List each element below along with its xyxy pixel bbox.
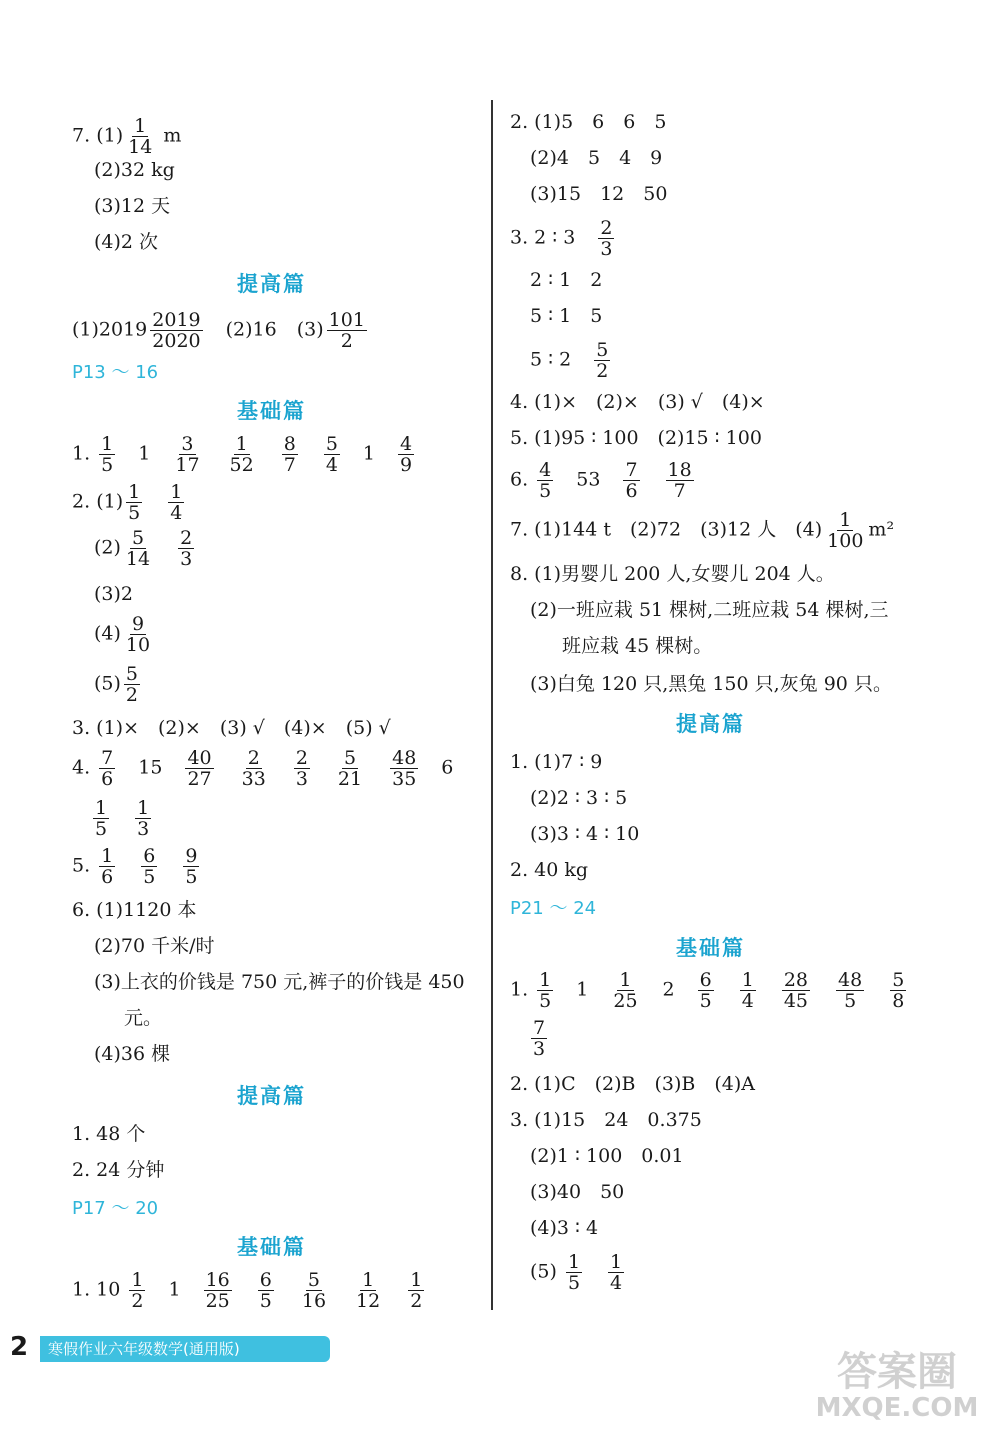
basic1-q6-part3: (3)上衣的价钱是 750 元,裤子的价钱是 450: [94, 971, 465, 993]
basic1-q2-part4: (4) $\frac{9}{10}$: [94, 613, 151, 656]
book-title: 寒假作业六年级数学(通用版): [40, 1336, 330, 1362]
basic1-q2-part3: (3)2: [94, 583, 134, 605]
basic2-q1: [72, 1270, 427, 1311]
r-q8-part2-cont: 班应栽 45 棵树。: [562, 635, 713, 657]
basic1-q4: [72, 748, 453, 789]
basic1-q4-cont: [90, 798, 154, 839]
basic1-q5: [72, 846, 202, 887]
fraction: $\frac{3}{17}$: [175, 433, 200, 476]
r-basic-q3-part5: [530, 1252, 627, 1293]
r-q3-row2: 2 ∶ 1 2: [530, 269, 603, 291]
fraction: $\frac{5}{14}$: [125, 527, 151, 570]
basic1-q6-part4: (4)36 棵: [94, 1043, 171, 1065]
answer-value: 1: [362, 442, 376, 465]
basic1-q6-part3-cont: 元。: [124, 1007, 163, 1029]
r-q2-part2: (2)4 5 4 9: [530, 147, 663, 169]
r-q3-row3: 5 ∶ 1 5: [530, 305, 603, 327]
fraction: $\frac{1}{5}$: [567, 1251, 581, 1294]
fraction: $\frac{6}{5}$: [143, 845, 156, 888]
basic1-q3: 3. (1)× (2)× (3) √ (4)× (5) √: [72, 717, 391, 739]
r-q8-part3: (3)白兔 120 只,黑兔 150 只,灰兔 90 只。: [530, 673, 892, 695]
fraction: $\frac{1}{4}$: [610, 1251, 623, 1294]
q7-part2: (2)32 kg: [94, 159, 175, 181]
answer-value: 53: [576, 468, 601, 491]
r-basic-q3-part4: (4)3 ∶ 4: [530, 1217, 599, 1239]
fraction: $\frac{4}{9}$: [400, 433, 413, 476]
fraction: $\frac{1}{100}$: [827, 509, 864, 552]
fraction: $\frac{5}{4}$: [325, 433, 338, 476]
question-label: 4.: [72, 756, 97, 779]
r-basic-q3-part3: (3)40 50: [530, 1181, 625, 1203]
r-basic-q3-part2: (2)1 ∶ 100 0.01: [530, 1145, 684, 1167]
fraction: $\frac{9}{10}$: [125, 613, 151, 656]
fraction: $\frac{1}{5}$: [95, 797, 108, 840]
answer-value: 6: [441, 756, 454, 779]
fraction: $\frac{7}{6}$: [101, 747, 114, 790]
question-label: 5.: [72, 854, 97, 877]
fraction: $\frac{28}{45}$: [783, 969, 809, 1012]
question-label: 6.: [510, 468, 535, 491]
advanced2-q1: 1. 48 个: [72, 1123, 146, 1145]
r-adv-part1: 1. (1)7 ∶ 9: [510, 751, 603, 773]
column-divider: [491, 100, 493, 1310]
fraction: $\frac{1}{2}$: [131, 1269, 144, 1312]
r-basic-q1: [510, 970, 909, 1011]
section-title-basic: 基础篇: [237, 399, 306, 423]
r-adv-part2: (2)2 ∶ 3 ∶ 5: [530, 787, 628, 809]
q7-part4: (4)2 次: [94, 231, 159, 253]
fraction: $\frac{1}{5}$: [539, 969, 552, 1012]
answer-value: 2: [662, 978, 675, 1001]
r-q2-part1: 2. (1)5 6 6 5: [510, 111, 667, 133]
fraction: $\frac{101}{2}$: [328, 309, 365, 352]
page-range: P21 ～ 24: [510, 898, 597, 919]
q7-part3: (3)12 天: [94, 195, 171, 217]
fraction: $\frac{6}{5}$: [699, 969, 712, 1012]
fraction: $\frac{7}{6}$: [625, 459, 638, 502]
fraction: $\frac{1}{4}$: [170, 481, 183, 524]
basic1-q2-part1: 2. (1) $\frac{1}{5}$ $\frac{1}{4}$: [72, 481, 183, 524]
answer-value: 1: [138, 442, 151, 465]
fraction: $\frac{4}{5}$: [539, 459, 552, 502]
fraction: $\frac{1}{4}$: [741, 969, 754, 1012]
r-q7: 7. (1)144 t (2)72 (3)12 人 (4) $\frac{1}{100}$ m²: [510, 509, 895, 552]
fraction: $\frac{5}{16}$: [301, 1269, 327, 1312]
r-basic-q3-part1: 3. (1)15 24 0.375: [510, 1109, 702, 1131]
r-q8-part2: (2)一班应栽 51 棵树,二班应栽 54 棵树,三: [530, 599, 889, 621]
fraction: $\frac{48}{35}$: [392, 747, 417, 790]
page-number: 2: [10, 1332, 29, 1362]
page-range: P17 ～ 20: [72, 1198, 159, 1219]
page-range: P13 ～ 16: [72, 362, 159, 383]
fraction: $\frac{1}{6}$: [101, 845, 114, 888]
answer-value: 1: [168, 1278, 181, 1301]
r-q5: 5. (1)95 ∶ 100 (2)15 ∶ 100: [510, 427, 762, 449]
fraction: $\frac{8}{7}$: [283, 433, 296, 476]
section-title-advanced: 提高篇: [237, 272, 306, 296]
fraction: $\frac{1}{2}$: [410, 1269, 423, 1312]
r-q3-row4: 5 ∶ 2 $\frac{5}{2}$: [530, 339, 609, 382]
fraction: $\frac{5}{2}$: [596, 339, 609, 382]
fraction: $\frac{40}{27}$: [187, 747, 212, 790]
r-q6: [510, 460, 697, 501]
fraction: $\frac{18}{7}$: [667, 459, 692, 502]
fraction: $\frac{2}{33}$: [241, 747, 266, 790]
r-q2-part3: (3)15 12 50: [530, 183, 668, 205]
q7-part1: 7. (1) $\frac{1}{14}$ m: [72, 115, 182, 158]
r-adv-part3: (3)3 ∶ 4 ∶ 10: [530, 823, 640, 845]
fraction: $\frac{1}{5}$: [101, 433, 114, 476]
r-basic-q2: 2. (1)C (2)B (3)B (4)A: [510, 1073, 756, 1095]
section-title-advanced: 提高篇: [237, 1084, 306, 1108]
fraction: $\frac{5}{2}$: [125, 663, 139, 706]
question-label: (5): [530, 1260, 563, 1283]
advanced2-q2: 2. 24 分钟: [72, 1159, 165, 1181]
question-label: 1. 10: [72, 1278, 127, 1301]
basic1-q2-part5: (5) $\frac{5}{2}$: [94, 663, 139, 706]
basic1-q6-part1: 6. (1)1120 本: [72, 899, 197, 921]
r-q4: 4. (1)× (2)× (3) √ (4)×: [510, 391, 765, 413]
section-title-advanced: 提高篇: [676, 712, 745, 736]
fraction: $\frac{2}{3}$: [180, 527, 193, 570]
advanced1-answers: (1)2019 $\frac{2019}{2020}$ (2)16 (3) $\frac{101}{2}$: [72, 309, 365, 352]
fraction: $\frac{16}{25}$: [205, 1269, 230, 1312]
fraction: $\frac{7}{3}$: [533, 1017, 546, 1060]
section-title-basic: 基础篇: [237, 1235, 306, 1259]
question-label: 1.: [72, 442, 97, 465]
basic1-q6-part2: (2)70 千米/时: [94, 935, 215, 957]
fraction: $\frac{5}{8}$: [892, 969, 905, 1012]
fraction: $\frac{48}{5}$: [838, 969, 863, 1012]
fraction: $\frac{9}{5}$: [185, 845, 198, 888]
fraction: $\frac{2019}{2020}$: [152, 309, 201, 352]
fraction: $\frac{5}{21}$: [337, 747, 363, 790]
r-q3-row1: 3. 2 ∶ 3 $\frac{2}{3}$: [510, 217, 613, 260]
fraction: $\frac{1}{52}$: [229, 433, 254, 476]
fraction: $\frac{1}{14}$: [128, 115, 153, 158]
fraction: $\frac{2}{3}$: [295, 747, 308, 790]
r-adv-q2: 2. 40 kg: [510, 859, 589, 881]
r-basic-q1-cont: [528, 1018, 550, 1059]
fraction: $\frac{6}{5}$: [259, 1269, 272, 1312]
page-footer: [0, 1332, 340, 1372]
fraction: $\frac{1}{25}$: [613, 969, 638, 1012]
basic1-q1: [72, 434, 417, 475]
r-q8-part1: 8. (1)男婴儿 200 人,女婴儿 204 人。: [510, 563, 835, 585]
section-title-basic: 基础篇: [676, 936, 745, 960]
fraction: $\frac{2}{3}$: [600, 217, 613, 260]
answer-value: 1: [576, 978, 589, 1001]
fraction: $\frac{1}{5}$: [128, 481, 141, 524]
watermark-logo: 答案圈 MXQE.COM: [815, 1349, 979, 1423]
fraction: $\frac{1}{12}$: [356, 1269, 381, 1312]
basic1-q2-part2: (2) $\frac{5}{14}$ $\frac{2}{3}$: [94, 527, 193, 570]
answer-value: 15: [138, 756, 163, 779]
question-label: 1.: [510, 978, 535, 1001]
fraction: $\frac{1}{3}$: [137, 797, 150, 840]
